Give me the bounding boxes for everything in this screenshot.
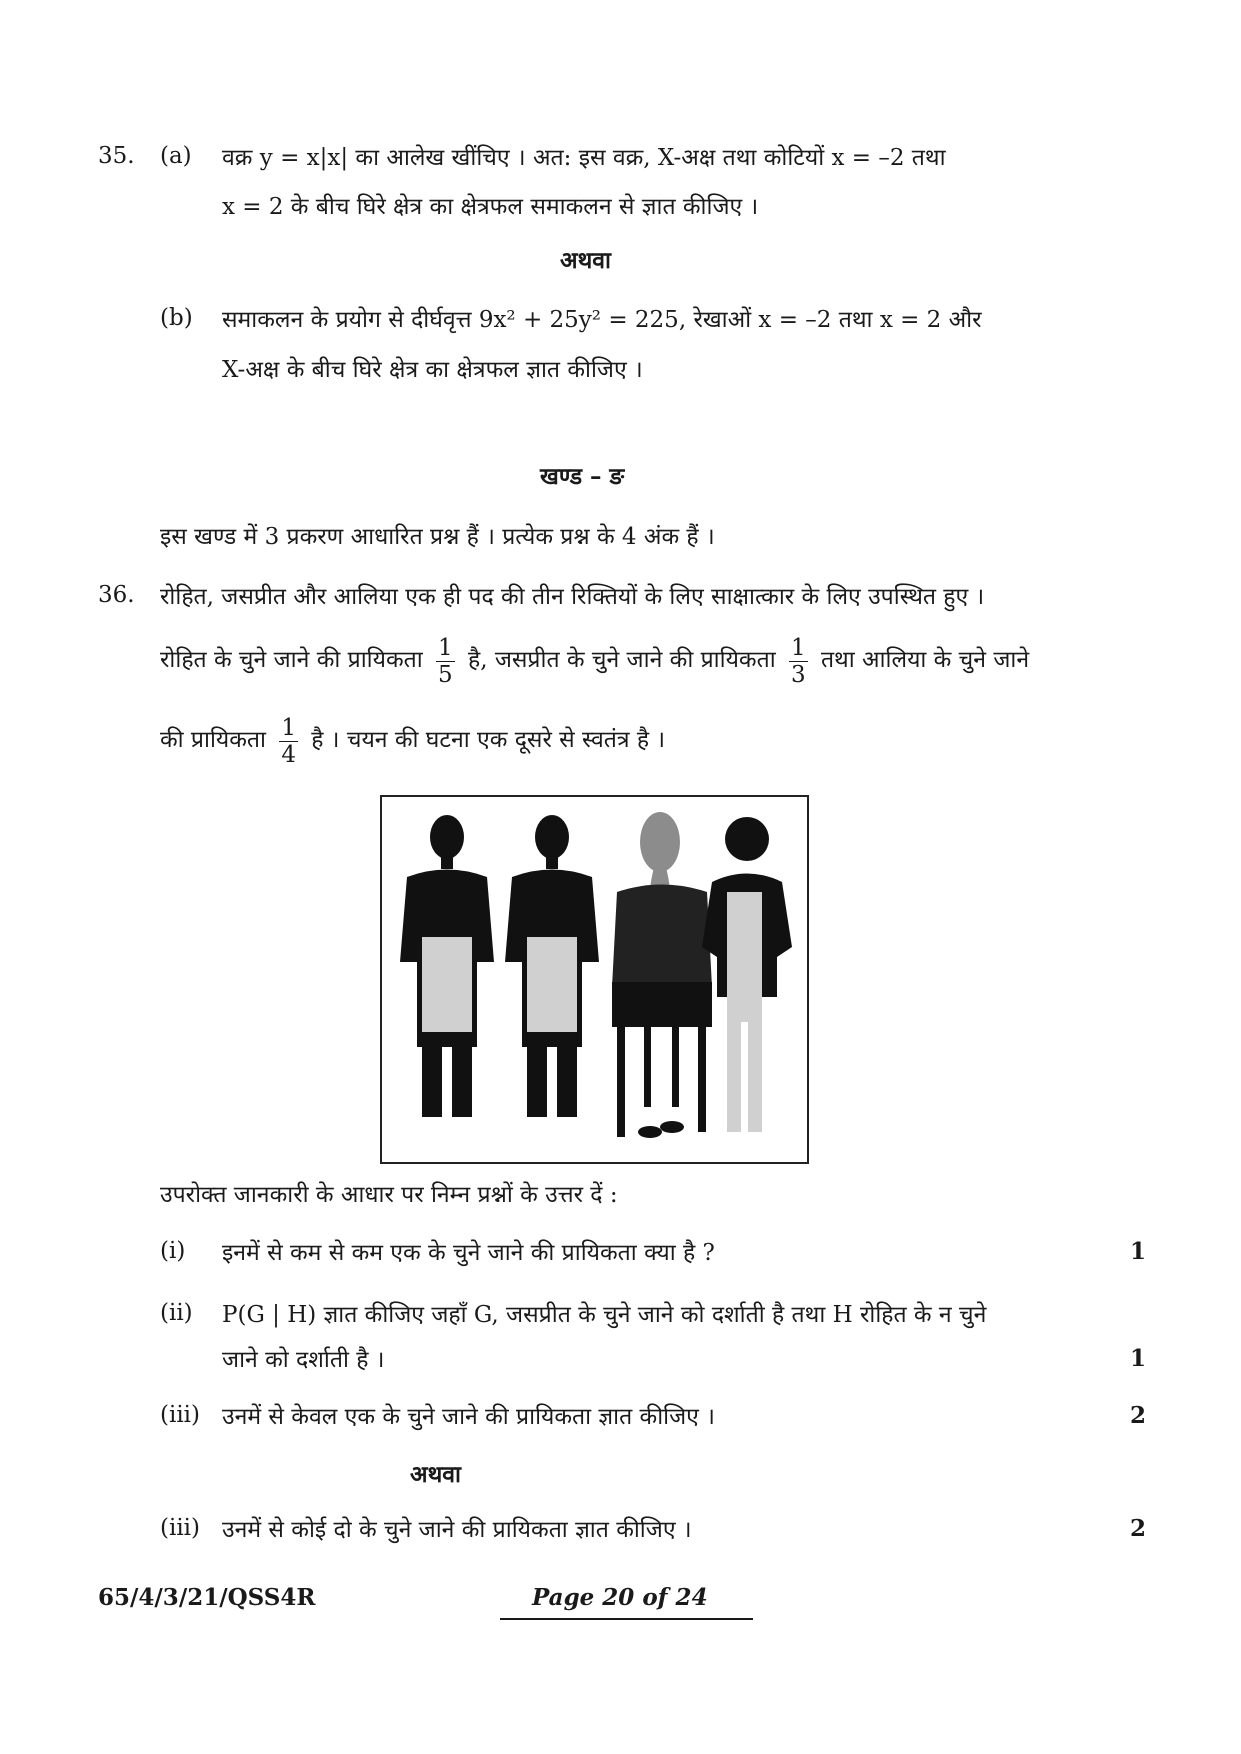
section-intro: इस खण्ड में 3 प्रकरण आधारित प्रश्न हैं । प्रत्येक प्रश्न के 4 अंक हैं । [160, 524, 715, 550]
q36-line3 [160, 710, 665, 770]
q36-or: अथवा [410, 1461, 462, 1488]
q36-line2-c: तथा आलिया के चुने जाने [820, 647, 1030, 673]
q36-line3-b: है । चयन की घटना एक दूसरे से स्वतंत्र है । [311, 727, 666, 753]
footer-underline [500, 1618, 753, 1620]
fraction-numerator: 1 [281, 714, 296, 741]
fraction-numerator: 1 [790, 634, 806, 661]
q35-number: 35. [98, 143, 135, 169]
q36-sub-i-text: इनमें से कम से कम एक के चुने जाने की प्रायिकता क्या है ? [222, 1240, 715, 1266]
fraction-one-fifth [436, 635, 455, 688]
q36-sub-iii-alt-text: उनमें से कोई दो के चुने जाने की प्रायिकता ज्ञात कीजिए । [222, 1517, 692, 1543]
q36-sub-i-label: (i) [160, 1238, 186, 1264]
footer-paper-code: 65/4/3/21/QSS4R [98, 1584, 316, 1611]
candidates-silhouette-image [382, 797, 807, 1162]
q35-a-label: (a) [160, 143, 192, 169]
person-3-chair-silhouette [612, 812, 712, 1138]
q35-b-line2: X-अक्ष के बीच घिरे क्षेत्र का क्षेत्रफल ज्ञात कीजिए । [222, 357, 643, 383]
fraction-denominator: 5 [438, 661, 453, 688]
section-title: खण्ड – ङ [540, 463, 625, 490]
q36-sub-iii-text: उनमें से केवल एक के चुने जाने की प्रायिकता ज्ञात कीजिए । [222, 1404, 715, 1430]
fraction-one-third [789, 635, 808, 688]
q36-line2-a: रोहित के चुने जाने की प्रायिकता [160, 647, 423, 673]
q36-sub-i-marks: 1 [1130, 1238, 1147, 1265]
q36-sub-iii-alt-marks: 2 [1130, 1515, 1147, 1542]
interview-illustration [380, 795, 809, 1164]
q36-line2-b: है, जसप्रीत के चुने जाने की प्रायिकता [467, 647, 776, 673]
q36-sub-ii-marks: 1 [1130, 1345, 1147, 1372]
q36-line3-a: की प्रायिकता [160, 727, 267, 753]
q36-sub-ii-label: (ii) [160, 1300, 193, 1326]
q36-number: 36. [98, 582, 135, 608]
person-2-silhouette [505, 815, 599, 1117]
q35-or: अथवा [560, 247, 612, 274]
q36-based-on: उपरोक्त जानकारी के आधार पर निम्न प्रश्नों के उत्तर दें : [160, 1182, 618, 1208]
person-4-silhouette [702, 817, 792, 1132]
person-1-silhouette [400, 815, 494, 1117]
fraction-one-fourth [279, 715, 298, 768]
footer-page-number: Page 20 of 24 [532, 1584, 708, 1611]
fraction-denominator: 3 [790, 661, 806, 688]
q36-sub-iii-marks: 2 [1130, 1402, 1147, 1429]
q36-sub-iii-alt-label: (iii) [160, 1515, 201, 1541]
fraction-denominator: 4 [281, 741, 296, 768]
fraction-numerator: 1 [438, 634, 453, 661]
q36-sub-iii-label: (iii) [160, 1402, 201, 1428]
q35-a-line1: वक्र y = x|x| का आलेख खींचिए । अत: इस वक्र, X-अक्ष तथा कोटियों x = –2 तथा [222, 145, 946, 171]
q35-b-line1: समाकलन के प्रयोग से दीर्घवृत्त 9x² + 25y² = 225, रेखाओं x = –2 तथा x = 2 और [222, 307, 982, 333]
q36-line1: रोहित, जसप्रीत और आलिया एक ही पद की तीन रिक्तियों के लिए साक्षात्कार के लिए उपस्थित हुए । [160, 584, 985, 610]
q35-a-line2: x = 2 के बीच घिरे क्षेत्र का क्षेत्रफल समाकलन से ज्ञात कीजिए । [222, 194, 759, 220]
q36-sub-ii-text1: P(G | H) ज्ञात कीजिए जहाँ G, जसप्रीत के चुने जाने को दर्शाती है तथा H रोहित के न चुने [222, 1302, 987, 1328]
q36-line2 [160, 630, 1029, 690]
q36-sub-ii-text2: जाने को दर्शाती है । [222, 1347, 385, 1373]
q35-b-label: (b) [160, 305, 193, 331]
